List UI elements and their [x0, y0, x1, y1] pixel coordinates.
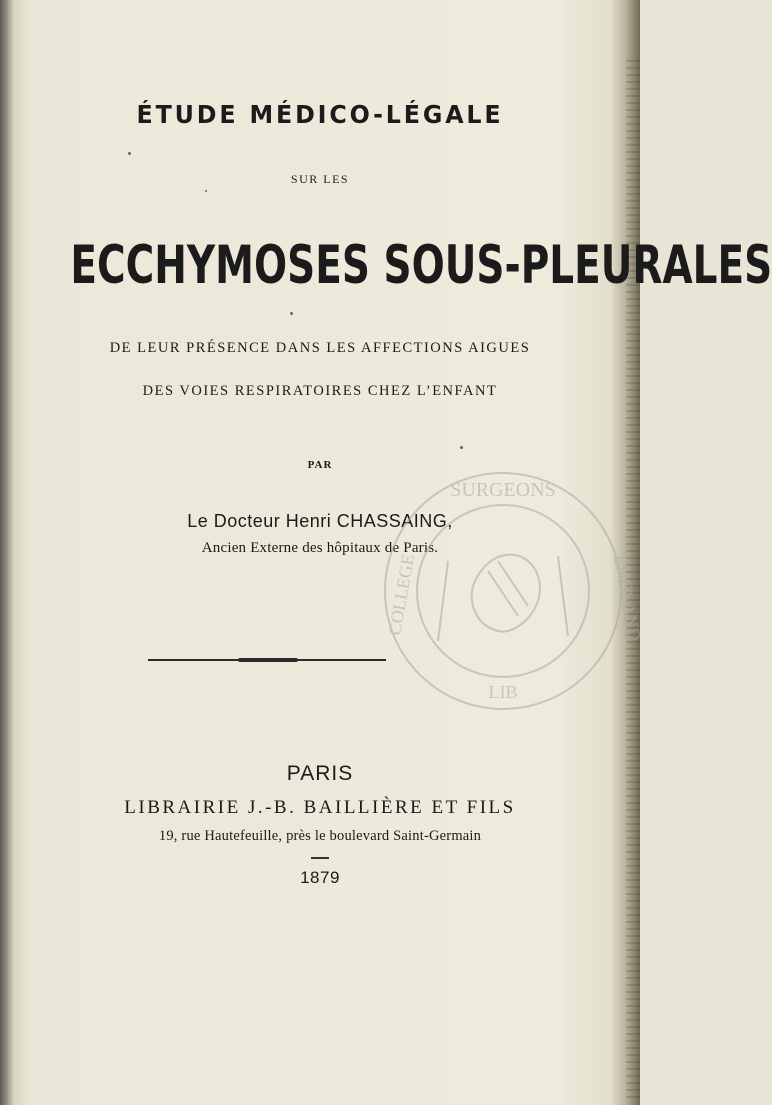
publication-year: 1879	[300, 868, 340, 887]
paper-speck	[205, 190, 207, 192]
paper-speck	[128, 152, 131, 155]
publication-city: PARIS	[286, 762, 354, 785]
by-label: PAR	[307, 459, 333, 471]
author-role: Ancien Externe des hôpitaux de Paris.	[201, 540, 439, 556]
author-name: Le Docteur Henri CHASSAING,	[187, 511, 453, 531]
subtitle-line-1: DE LEUR PRÉSENCE DANS LES AFFECTIONS AIGUES	[109, 340, 531, 356]
stamp-text-left: COLLEGE	[384, 552, 419, 637]
publisher-address: 19, rue Hautefeuille, près le boulevard Saint-Germain	[158, 828, 482, 844]
decorative-rule	[148, 659, 386, 661]
title-connector: SUR LES	[290, 172, 350, 186]
stamp-text-top: SURGEONS	[450, 479, 556, 501]
publisher-name: LIBRAIRIE J.-B. BAILLIÈRE ET FILS	[124, 797, 516, 818]
subtitle-line-2: DES VOIES RESPIRATOIRES CHEZ L’ENFANT	[142, 383, 498, 399]
paper-speck	[460, 446, 463, 449]
main-title: ECCHYMOSES SOUS-PLEURALES	[70, 234, 772, 296]
stamp-text-right: ENGLAND	[610, 553, 645, 643]
library-stamp	[378, 466, 645, 716]
stamp-text-bottom: LIB	[488, 682, 518, 702]
paper-speck	[290, 312, 293, 315]
short-rule	[311, 857, 329, 859]
title-top: ÉTUDE MÉDICO-LÉGALE	[136, 100, 504, 129]
